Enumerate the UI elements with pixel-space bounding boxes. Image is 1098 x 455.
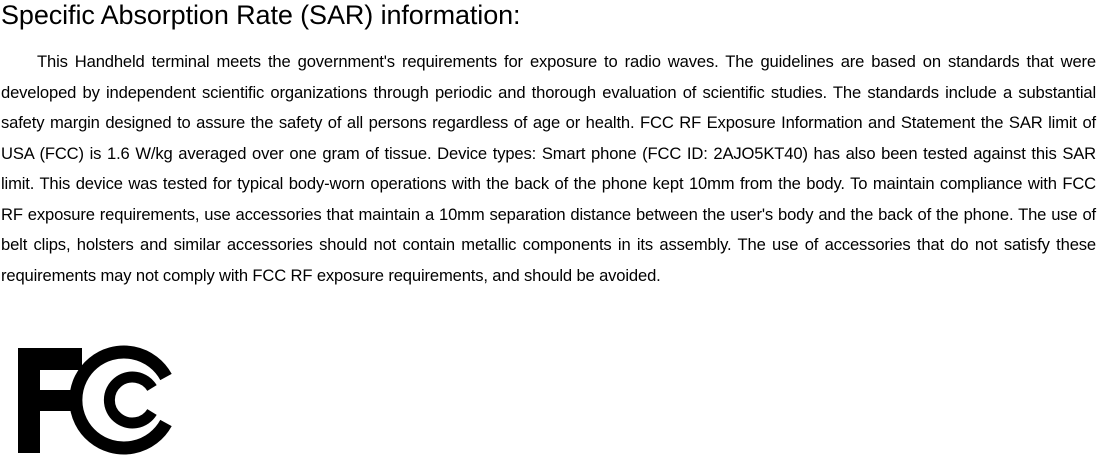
page-title: Specific Absorption Rate (SAR) information: (1, 0, 521, 30)
fcc-logo-icon (14, 345, 172, 455)
body-paragraph: This Handheld terminal meets the government's requirements for exposure to radio waves. The guidelines are based on standards that were developed by independent scientific organizations through periodic and thorough evaluation of scientific studies. The standards include a substantial safety margin designed to assure the safety of all persons regardless of age or health. FCC RF Exposure Information and Statement the SAR limit of USA (FCC) is 1.6 W/kg averaged over one gram of tissue. Device types: Smart phone (FCC ID: 2AJO5KT40) has also been tested against this SAR limit. This device was tested for typical body-worn operations with the back of the phone kept 10mm from the body. To maintain compliance with FCC RF exposure requirements, use accessories that maintain a 10mm separation distance between the user's body and the back of the phone. The use of belt clips, holsters and similar accessories should not contain metallic components in its assembly. The use of accessories that do not satisfy these requirements may not comply with FCC RF exposure requirements, and should be avoided. (1, 52, 1096, 285)
